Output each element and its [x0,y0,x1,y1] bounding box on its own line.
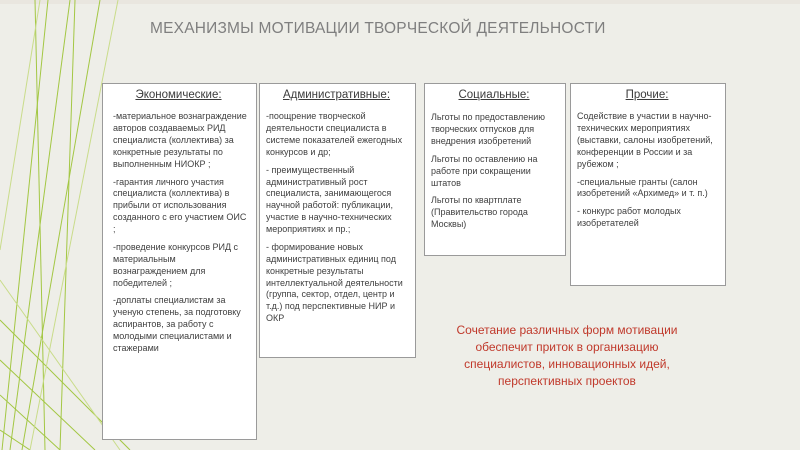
economic-box [102,83,257,440]
social-box [424,83,566,256]
other-box [570,83,726,286]
list-item: -доплаты специалистам за ученую степень, за подготовку аспирантов, за работу с молодыми специалистами и стажерами [113,295,241,353]
social-heading: Социальные: [458,89,530,101]
conclusion-text: Сочетание различных форм мотивации обеспечит приток в организацию специалистов, инновационных идей, перспективных проектов [456,323,678,389]
page-title: МЕХАНИЗМЫ МОТИВАЦИИ ТВОРЧЕСКОЙ ДЕЯТЕЛЬНОСТИ [150,20,606,37]
list-item: -материальное вознаграждение авторов создаваемых РИД специалиста (коллектива) за конкретные результаты по выполненным НИОКР ; [113,111,247,169]
list-item: Содействие в участии в научно-технических мероприятиях (выставки, салоны изобретений, конференции в России и за рубежом ; [577,111,713,169]
list-item: Льготы по оставлению на работе при сокращении штатов [431,153,538,188]
other-heading: Прочие: [625,89,669,101]
administrative-heading: Административные: [282,89,391,101]
list-item: -гарантия личного участия специалиста (коллектива) в прибыли от использования созданного с его участием ОИС ; [113,176,247,235]
list-item: - формирование новых административных единиц под конкретные результаты интеллектуальной деятельности (группа, сектор, отдел, центр и т.д.) под перспективные НИР и ОКР [266,241,403,324]
list-item: -специальные гранты (салон изобретений «Архимед» и т. п.) [577,176,708,199]
list-item: Льготы по квартплате (Правительство города Москвы) [431,195,528,230]
economic-heading: Экономические: [135,89,222,101]
list-item: - конкурс работ молодых изобретателей [577,206,681,229]
list-item: -проведение конкурсов РИД с материальным вознаграждением для победителей ; [113,241,239,288]
administrative-box [259,83,416,358]
list-item: Льготы по предоставлению творческих отпусков для внедрения изобретений [431,112,546,146]
list-item: - преимущественный административный рост специалиста, занимающегося научной работой: публикации, участие в научно-технических мероприятиях и пр.; [266,164,393,235]
list-item: -поощрение творческой деятельности специалиста в системе показателей ежегодных конкурсов и др; [266,111,403,157]
